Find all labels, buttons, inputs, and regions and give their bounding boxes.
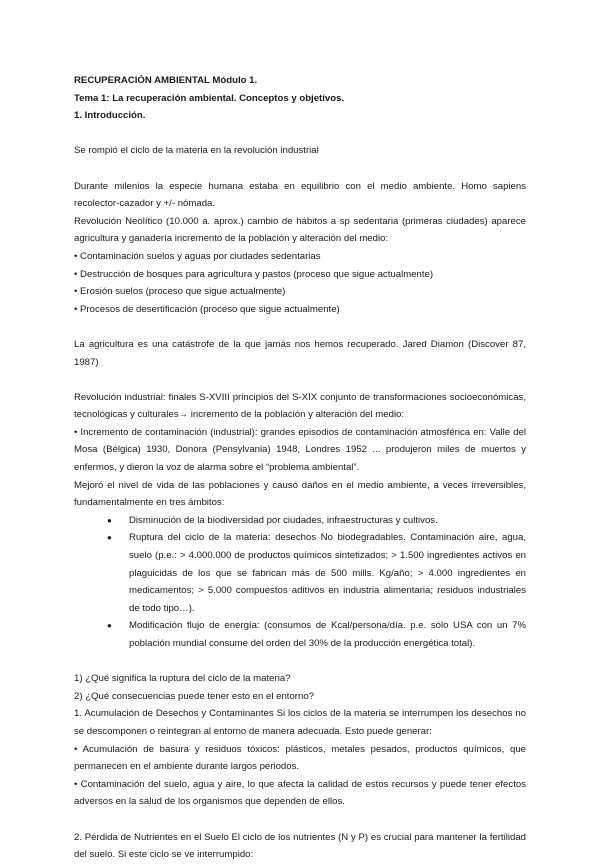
neolithic-bullet: • Contaminación suelos y aguas por ciudades sedentarias [74,250,321,262]
acumulacion-bullet: • Acumulación de basura y residuos tóxicos: plásticos, metales pesados, productos químicos, que permanecen en el ambiente durante largos periodos. [74,743,526,773]
quote-paragraph: La agricultura es una catástrofe de la que jamás nos hemos recuperado. Jared Diamon (Discover 87, 1987) [74,338,526,368]
bullet-icon: ● [107,533,112,543]
intro-paragraph: Se rompió el ciclo de la materia en la revolución industrial [74,145,319,157]
question-1: 1) ¿Qué significa la ruptura del ciclo de la materia? [74,673,291,685]
list-item [107,529,526,617]
nutrientes-paragraph: 2. Pérdida de Nutrientes en el Suelo El ciclo de los nutrientes (N y P) es crucial para mantener la fertilidad del suelo. Si este ciclo se ve interrumpido: [74,831,526,861]
acumulacion-bullet: • Contaminación del suelo, agua y aire, lo que afecta la calidad de estos recursos y puede tener efectos adversos en la salud de los organismos que dependen de ellos. [74,778,526,808]
list-item [107,512,526,530]
industrial-paragraph: Revolución industrial: finales S-XVIII principios del S-XIX conjunto de transformaciones socioeconómicas, tecnológicas y culturales→ incremento de la población y alteración del medio: [74,391,526,421]
list-item-text: Ruptura del ciclo de la materia: desechos No biodegradables. Contaminación aire, agua, suelo (p.e.: > 4.000.000 de productos químicos sintetizados; > 1.500 ingredientes activos en plaguicidas de los que se fabrican más de 500 mills. Kg/año; > 4.000 ingredientes en medicamentos; > 5.000 compuestos aditivos en industria alimentaria; residuos industriales de todo tipo…). [129,532,526,614]
document-body [74,72,526,864]
list-item [107,617,526,652]
section-heading: 1. Introducción. [74,110,146,122]
neolithic-paragraph: Revolución Neolítico (10.000 a. aprox.) cambio de hábitos a sp sedentaria (primeras ciudades) aparece agricultura y ganadería incremento de la población y alteración del medio: [74,215,526,245]
topic-heading: Tema 1: La recuperación ambiental. Conceptos y objetivos. [74,92,345,104]
neolithic-bullet: • Destrucción de bosques para agricultura y pastos (proceso que sigue actualmente) [74,268,434,280]
acumulacion-paragraph: 1. Acumulación de Desechos y Contaminantes Si los ciclos de la materia se interrumpen los desechos no se descomponen o reintegran al entorno de manera adecuada. Esto puede generar: [74,708,526,737]
ambitos-list [74,512,526,653]
bullet-icon: ● [107,515,112,525]
contamination-paragraph: • Incremento de contaminación (industrial): grandes episodios de contaminación atmosférica en: Valle del Mosa (Bélgica) 1930, Donora (Pensylvania) 1948, Londres 1952 ... produjeron miles de muertos y enfermos, y dieron la voz de alarma sobre el “problema ambiental”. [74,426,526,474]
bullet-icon: ● [107,621,112,631]
improved-paragraph: Mejoró el nivel de vida de las poblaciones y causó daños en el medio ambiente, a veces irreversibles, fundamentalmente en tres ámbitos: [74,479,526,509]
neolithic-bullet: • Erosión suelos (proceso que sigue actualmente) [74,286,286,298]
question-2: 2) ¿Qué consecuencias puede tener esto en el entorno? [74,690,315,702]
millennia-paragraph: Durante milenios la especie humana estaba en equilibrio con el medio ambiente. Homo sapiens recolector-cazador y +/- nómada. [74,180,526,210]
neolithic-bullet: • Procesos de desertificación (proceso que sigue actualmente) [74,303,340,315]
list-item-text: Disminución de la biodiversidad por ciudades, infraestructuras y cultivos. [129,514,438,526]
list-item-text: Modificación flujo de energía: (consumos de Kcal/persona/día. p.e. sólo USA con un 7% población mundial consume del orden del 30% de la producción energética total). [129,620,526,649]
document-title: RECUPERACIÓN AMBIENTAL Módulo 1. [74,75,258,86]
